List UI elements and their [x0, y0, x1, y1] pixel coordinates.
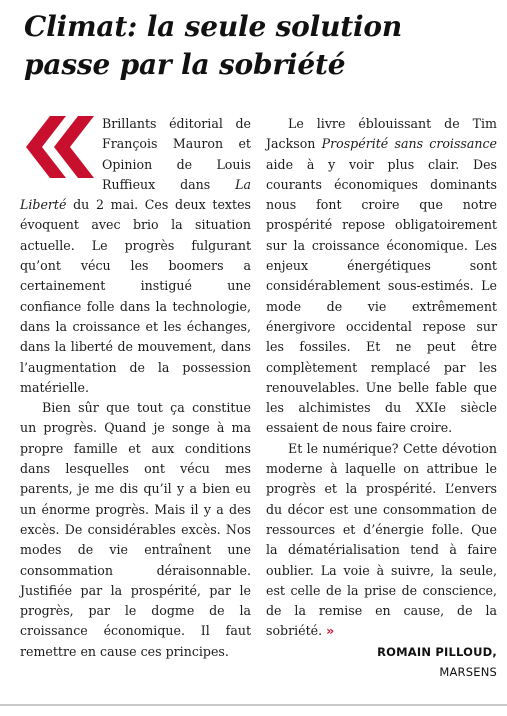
bottom-divider — [0, 704, 507, 706]
column-right — [266, 114, 497, 682]
paragraph-3-head: Le livre éblouissant de Tim Jackson — [266, 116, 497, 152]
paragraph-4 — [266, 439, 497, 642]
red-double-chevron-left-icon — [20, 116, 96, 178]
paragraph-4-text: Et le numérique? Cette dévotion moderne à laquelle on attribue le progrès et la prospérité. L’envers du décor est une consommation de ressources et d’énergie folle. Que la dématérialisation tend à faire oublier. La voie à suivre, la seule, est celle de la prise de conscience, de la remise en cause, de la sobriété. — [266, 440, 497, 639]
book-title: Prospérité sans croissance — [321, 136, 498, 152]
author-place: MARSENS — [439, 664, 497, 679]
headline: Climat: la seule solution passe par la sobriété — [24, 10, 403, 81]
red-double-chevron-right-icon: » — [326, 623, 335, 639]
newspaper-title: La Liberté — [20, 176, 251, 213]
column-left — [20, 114, 251, 662]
paragraph-1-text: Brillants éditorial de François Mauron et Opinion de Louis Ruffieux dans — [102, 116, 251, 192]
paragraph-1 — [20, 114, 251, 398]
paragraph-1-tail: du 2 mai. Ces deux textes évoquent avec brio la situation actuelle. Le progrès fulgurant qu’ont vécu les boomers a certainement instigué une confiance folle dans la technologie, dans la croissance et les échanges, dans la liberté de mouvement, dans l’augmentation de la possession matérielle. — [20, 197, 251, 395]
author-name: ROMAIN PILLOUD, — [377, 644, 497, 659]
paragraph-3 — [266, 114, 497, 439]
signature — [266, 642, 497, 682]
paragraph-2: Bien sûr que tout ça constitue un progrès. Quand je songe à ma propre famille et aux conditions dans lesquelles ont vécu mes parents, je me dis qu’il y a bien eu un énorme progrès. Mais il y a des excès. De considérables excès. Nos modes de vie entraînent une consommation déraisonnable. Justifiée par la prospérité, par le progrès, par le dogme de la croissance économique. Il faut remettre en cause ces principes. — [20, 400, 251, 659]
paragraph-3-tail: aide à y voir plus clair. Des courants économiques dominants nous font croire que notre prospérité repose obligatoirement sur la croissance économique. Les enjeux énergétiques sont considérablement sous-estimés. Le mode de vie extrêmement énergivore occidental repose sur les fossiles. Et ne peut être complètement remplacé par les renouvelables. Une belle fable que les alchimistes du XXIe siècle essaient de nous faire croire. — [266, 156, 497, 436]
